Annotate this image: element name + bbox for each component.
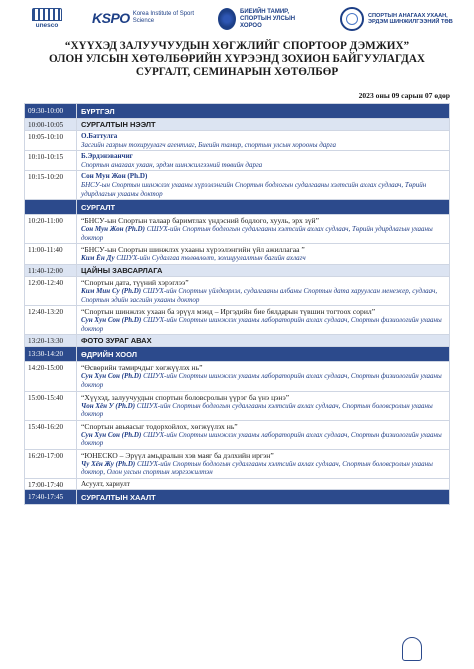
program-content bbox=[77, 420, 450, 449]
program-content bbox=[77, 151, 450, 171]
speaker-description bbox=[81, 460, 445, 477]
speaker-description bbox=[81, 372, 445, 389]
speaker-affiliation: СШУХ-ийн Спортын шинжлэх ухааны лабораторийн ахлах судлаач, Спортын физиологийн ухааны доктор bbox=[81, 430, 442, 448]
speaker-name: Сон Мун Жон (Ph.D) bbox=[81, 172, 148, 181]
speaker-description bbox=[81, 141, 445, 150]
office-seal-icon bbox=[402, 637, 422, 661]
session-topic: “Хүүхэд, залуучуудын спортын боловсролын үүрэг ба үнэ цэнэ” bbox=[81, 392, 290, 402]
speaker-description bbox=[81, 402, 445, 419]
program-row bbox=[25, 151, 450, 171]
sports-medicine-center-logo-text: СПОРТЫН АНАГААХ УХААН, ЭРДЭМ ШИНЖИЛГЭЭНИЙ ТӨВ bbox=[368, 12, 453, 25]
program-label: СУРГАЛТ bbox=[77, 200, 450, 215]
speaker-name: Чу Хён Жу (Ph.D) bbox=[81, 459, 136, 468]
program-content bbox=[77, 215, 450, 244]
program-content bbox=[77, 276, 450, 305]
program-time: 12:00-12:40 bbox=[25, 276, 77, 305]
sport-committee-logo-text: БИЕИЙН ТАМИР, СПОРТЫН УЛСЫН ХОРОО bbox=[240, 8, 296, 29]
program-content bbox=[77, 306, 450, 335]
program-time: 09:30-10:00 bbox=[25, 104, 77, 119]
program-time: 13:20-13:30 bbox=[25, 335, 77, 347]
program-time: 13:30-14:20 bbox=[25, 347, 77, 362]
program-content bbox=[77, 131, 450, 151]
speaker-affiliation: СШУХ-ийн Спортын бодлогын судалгааны хэлтсийн ахлах судлаач, Төрийн удирдлагын ухааны доктор bbox=[81, 225, 433, 242]
speaker-name: О.Баттулга bbox=[81, 132, 118, 140]
session-block bbox=[81, 451, 445, 477]
program-time: 11:00-11:40 bbox=[25, 244, 77, 265]
program-row bbox=[25, 171, 450, 200]
speaker-description bbox=[81, 254, 445, 263]
document-date: 2023 оны 09 сарын 07 өдөр bbox=[358, 91, 450, 100]
program-row bbox=[25, 215, 450, 244]
speaker-affiliation: СШУХ-ийн Спортын үйлдвэрлэл, судалгааны албаны Спортын дата харуулсан менежер, судлаач, Спортын эдийн засгийн ухааны доктор bbox=[81, 286, 438, 304]
speaker-name: Сун Хун Сон (Ph.D) bbox=[81, 372, 142, 381]
session-block bbox=[81, 152, 445, 169]
speaker-name: Ким Мин Су (Ph.D) bbox=[81, 286, 142, 295]
program-label: БҮРТГЭЛ bbox=[77, 104, 450, 119]
session-topic: “Өсвөрийн тамирчдыг хөгжүүлэх нь” bbox=[81, 363, 203, 373]
program-label: ӨДРИЙН ХООЛ bbox=[77, 347, 450, 362]
program-row bbox=[25, 490, 450, 505]
speaker-description bbox=[81, 225, 445, 242]
program-time bbox=[25, 200, 77, 215]
session-block bbox=[81, 172, 445, 198]
program-row bbox=[25, 104, 450, 119]
speaker-affiliation: СШУХ-ийн Судалгаа төлөвлөлт, зохицуулалтын багийн ахлагч bbox=[116, 254, 306, 263]
session-block bbox=[81, 278, 445, 304]
program-row bbox=[25, 391, 450, 420]
program-time: 17:40-17:45 bbox=[25, 490, 77, 505]
program-time: 10:10-10:15 bbox=[25, 151, 77, 171]
title-line-1: “ХҮҮХЭД ЗАЛУУЧУУДЫН ХӨГЖЛИЙГ СПОРТООР ДЭМЖИХ” bbox=[64, 40, 410, 52]
state-emblem-icon bbox=[218, 8, 236, 30]
session-topic: “Спортын шинжлэх ухаан ба эрүүл мэнд – Иргэдийн бие бялдарын түвшин тогтоох сорил” bbox=[81, 307, 376, 317]
program-time: 10:20-11:00 bbox=[25, 215, 77, 244]
program-label: СУРГАЛТЫН ХААЛТ bbox=[77, 490, 450, 505]
program-content bbox=[77, 391, 450, 420]
session-topic: “БНСУ-ын Спортын шинжлэх ухааны хүрээлэнгийн үйл ажиллагаа ” bbox=[81, 245, 305, 255]
program-row bbox=[25, 362, 450, 391]
program-label: ЦАЙНЫ ЗАВСАРЛАГА bbox=[77, 264, 450, 276]
session-block bbox=[81, 307, 445, 333]
program-time: 14:20-15:00 bbox=[25, 362, 77, 391]
program-row bbox=[25, 244, 450, 265]
program-time: 15:00-15:40 bbox=[25, 391, 77, 420]
speaker-name: Б.Эрдэнэванчиг bbox=[81, 152, 133, 161]
program-label: СУРГАЛТЫН НЭЭЛТ bbox=[77, 119, 450, 131]
session-block bbox=[81, 245, 445, 263]
speaker-affiliation: СШУХ-ийн Спортын шинжлэх ухааны лабораторийн ахлах судлаач, Спортын физиологийн ухааны доктор bbox=[81, 316, 442, 333]
kspo-logo bbox=[92, 10, 203, 26]
sports-medicine-center-logo bbox=[340, 7, 458, 31]
program-time: 15:40-16:20 bbox=[25, 420, 77, 449]
program-label: Асуулт, хариулт bbox=[77, 479, 450, 490]
program-row bbox=[25, 335, 450, 347]
speaker-affiliation: Спортын анагаах ухаан, эрдэм шинжилгээний төвийн дарга bbox=[81, 160, 263, 169]
title-line-3: СУРГАЛТ, СЕМИНАРЫН ХӨТӨЛБӨР bbox=[135, 66, 339, 79]
program-time: 11:40-12:00 bbox=[25, 264, 77, 276]
session-topic: “ЮНЕСКО – Эрүүл амьдралын хэв маяг ба дэлхийн иргэн” bbox=[81, 450, 274, 460]
program-row bbox=[25, 131, 450, 151]
speaker-affiliation: БНСУ-ын Спортын шинжлэх ухааны хүрээлэнгийн Спортын бодлогын судалгааны хэлтсийн ахлах судлаач, Төрийн удирдлагын ухааны доктор bbox=[81, 180, 427, 198]
program-time: 12:40-13:20 bbox=[25, 306, 77, 335]
speaker-affiliation: СШУХ-ийн Спортын шинжлэх ухааны лабораторийн ахлах судлаач, Спортын физиологийн ухааны доктор bbox=[81, 372, 442, 389]
kspo-logo-subtitle: Korea Institute of Sport Science bbox=[132, 11, 195, 24]
program-time: 16:20-17:00 bbox=[25, 449, 77, 478]
program-time: 10:00-10:05 bbox=[25, 119, 77, 131]
logo-bar bbox=[0, 6, 474, 34]
program-row bbox=[25, 276, 450, 305]
program-row bbox=[25, 479, 450, 490]
kspo-logo-mark: KSPO bbox=[92, 10, 130, 26]
session-block bbox=[81, 393, 445, 419]
program-time: 10:05-10:10 bbox=[25, 131, 77, 151]
session-topic: “Спортын дата, түүний хэрэглээ” bbox=[81, 277, 189, 287]
unesco-logo-text: unesco bbox=[35, 22, 59, 29]
session-block bbox=[81, 132, 445, 149]
program-row bbox=[25, 200, 450, 215]
unesco-logo bbox=[32, 8, 62, 29]
title-line-2: ОЛОН УЛСЫН ХӨТӨЛБӨРИЙН ХҮРЭЭНД ЗОХИОН БАЙГУУЛАГДАХ bbox=[48, 53, 425, 66]
speaker-description bbox=[81, 181, 445, 198]
program-row bbox=[25, 347, 450, 362]
speaker-name: Чон Хён У (Ph.D) bbox=[81, 401, 136, 410]
program-label: ФОТО ЗУРАГ АВАХ bbox=[77, 335, 450, 347]
sports-medicine-emblem-icon bbox=[340, 7, 364, 31]
speaker-description bbox=[81, 316, 445, 333]
speaker-name: Ким Ён Ду bbox=[81, 254, 115, 263]
speaker-description bbox=[81, 287, 445, 304]
program-time: 10:15-10:20 bbox=[25, 171, 77, 200]
document-title bbox=[0, 40, 474, 80]
program-content bbox=[77, 244, 450, 265]
program-row bbox=[25, 264, 450, 276]
program-table bbox=[24, 103, 450, 505]
speaker-name: Сон Мун Жон (Ph.D) bbox=[81, 225, 145, 234]
program-row bbox=[25, 119, 450, 131]
session-block bbox=[81, 363, 445, 389]
speaker-name: Сун Хун Сон (Ph.D) bbox=[81, 430, 142, 439]
session-topic: “Спортын авьяасыг тодорхойлох, хөгжүүлэх нь” bbox=[81, 421, 238, 431]
session-topic: “БНСУ-ын Спортын талаар баримтлах үндэсний бодлого, хууль, эрх зүй” bbox=[81, 216, 319, 226]
program-row bbox=[25, 306, 450, 335]
speaker-name: Сун Хун Сон (Ph.D) bbox=[81, 316, 142, 325]
program-time: 17:00-17:40 bbox=[25, 479, 77, 490]
session-block bbox=[81, 216, 445, 242]
program-row bbox=[25, 420, 450, 449]
speaker-affiliation: СШУХ-ийн Спортын бодлогын судалгааны хэлтсийн ахлах судлаач, Спортын боловсролын ухааны доктор bbox=[81, 401, 433, 419]
session-block bbox=[81, 422, 445, 448]
sport-committee-logo bbox=[218, 8, 310, 30]
speaker-description bbox=[81, 161, 445, 170]
program-content bbox=[77, 171, 450, 200]
speaker-affiliation: Засгийн газрын тохируулагч агентлаг, Биеийн тамир, спортын улсын хорооны дарга bbox=[81, 140, 336, 149]
program-row bbox=[25, 449, 450, 478]
unesco-temple-icon bbox=[32, 8, 62, 21]
speaker-description bbox=[81, 431, 445, 448]
program-content bbox=[77, 449, 450, 478]
program-content bbox=[77, 362, 450, 391]
speaker-affiliation: СШУХ-ийн Спортын бодлогын судалгааны хэлтсийн ахлах судлаач, Спортын боловсролын ухааны доктор, Олон улсын спортын мэргэжилтэн bbox=[81, 459, 433, 477]
